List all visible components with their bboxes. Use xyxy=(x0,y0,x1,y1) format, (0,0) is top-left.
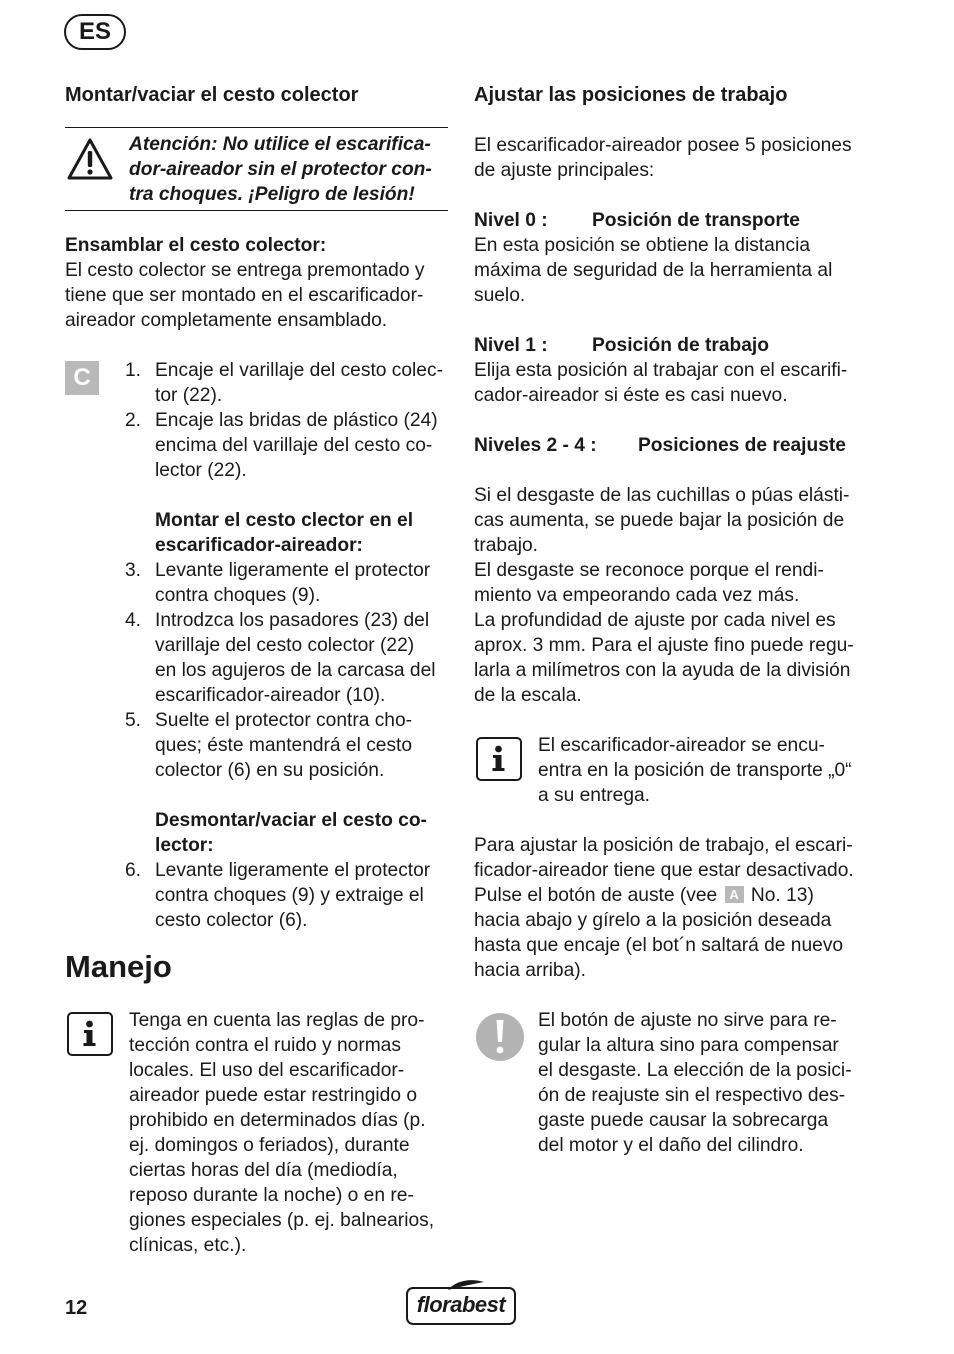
positions-intro: El escarificador-aireador posee 5 posiciones de ajuste principales: xyxy=(474,135,852,181)
figure-ref-a: A xyxy=(725,886,744,903)
warning-icon xyxy=(66,137,114,181)
assemble-title: Ensamblar el cesto colector: xyxy=(65,235,327,256)
level24-title: Posiciones de reajuste xyxy=(638,435,846,456)
section-title-positions: Ajustar las posiciones de trabajo xyxy=(474,84,788,106)
level1-title: Posición de trabajo xyxy=(592,335,769,356)
assemble-body: El cesto colector se entrega premontado y tiene que ser montado en el escarificador- aireador completamente ensamblado. xyxy=(65,260,425,331)
page-number: 12 xyxy=(65,1297,88,1319)
figure-marker-c: C xyxy=(65,361,99,395)
exclamation-icon xyxy=(475,1010,525,1064)
manejo-heading: Manejo xyxy=(65,949,172,984)
level24-label: Niveles 2 - 4 : xyxy=(474,435,597,456)
manejo-info-text: Tenga en cuenta las reglas de pro- tección contra el ruido y normas locales. El uso del escarificador- aireador puede estar restringido o prohibido en determinados días (p. ej. domingos o feriados), durante ciertas horas del día (mediodía, reposo durante la noche) o en re- giones especiales (p. ej. balnearios, clínicas, etc.). xyxy=(129,1010,435,1256)
mount-subtitle: Montar el cesto clector en el escarificador-aireador: xyxy=(155,510,414,556)
adjust-text: Para ajustar la posición de trabajo, el escari- ficador-aireador tiene que estar desactivado. Pulse el botón de auste (vee A No. 13) hacia abajo y gírelo a la posición deseada hasta que encaje (el bot´n saltará de nuevo hacia arriba). xyxy=(474,835,854,981)
steps-list: 1. Encaje el varillaje del cesto colec- tor (22). 2. Encaje las bridas de plástico (24) encima del varillaje del cesto co- lector (22). Montar el cesto clector en el escarificador-aireador: 3. Levante ligeramente el protector contra choques (9). 4. Introdzca los pasadores (23) del varillaje del cesto colector (22) en los agujeros de la carcasa del escarificador-aireador (10). 5. Suelte el protector contra cho- ques; éste mantendrá el cesto colector (6) en su posición. Desmontar/vaciar el cesto co- lector: 6. Levante ligeramente el protector contra choques (9) y extraige el cesto colector (6). xyxy=(119,358,449,938)
level1-label: Nivel 1 : xyxy=(474,335,548,356)
warning-text: Atención: No utilice el escarifica- dor-aireador sin el protector con- tra choques. ¡Peligro de lesión! xyxy=(129,134,432,205)
warning-bottom-rule xyxy=(65,210,448,211)
brand-logo: florabest xyxy=(406,1287,516,1325)
language-badge: ES xyxy=(64,14,126,50)
level0-title: Posición de transporte xyxy=(592,210,800,231)
wear-text: Si el desgaste de las cuchillas o púas elásti- cas aumenta, se puede bajar la posición de trabajo. El desgaste se reconoce porque el rendi- miento va empeorando cada vez más. La profundidad de ajuste por cada nivel es aprox. 3 mm. Para el ajuste fino puede regu- larla a milímetros con la ayuda de la división de la escala. xyxy=(474,485,854,706)
section-title-collector: Montar/vaciar el cesto colector xyxy=(65,84,359,106)
dismount-subtitle: Desmontar/vaciar el cesto co- lector: xyxy=(155,810,427,856)
warning-top-rule xyxy=(65,127,448,128)
level0-label: Nivel 0 : xyxy=(474,210,548,231)
transport-info-text: El escarificador-aireador se encu- entra en la posición de transporte „0“ a su entrega. xyxy=(538,735,852,806)
info-icon xyxy=(476,737,522,781)
info-icon xyxy=(67,1012,113,1056)
level0-body: En esta posición se obtiene la distancia máxima de seguridad de la herramienta al suelo. xyxy=(474,235,833,306)
level1-body: Elija esta posición al trabajar con el escarifi- cador-aireador si éste es casi nuevo. xyxy=(474,360,848,406)
notice-text: El botón de ajuste no sirve para re- gular la altura sino para compensar el desgaste. La elección de la posici- ón de reajuste sin el respectivo des- gaste puede causar la sobrecarga del motor y el daño del cilindro. xyxy=(538,1010,852,1156)
